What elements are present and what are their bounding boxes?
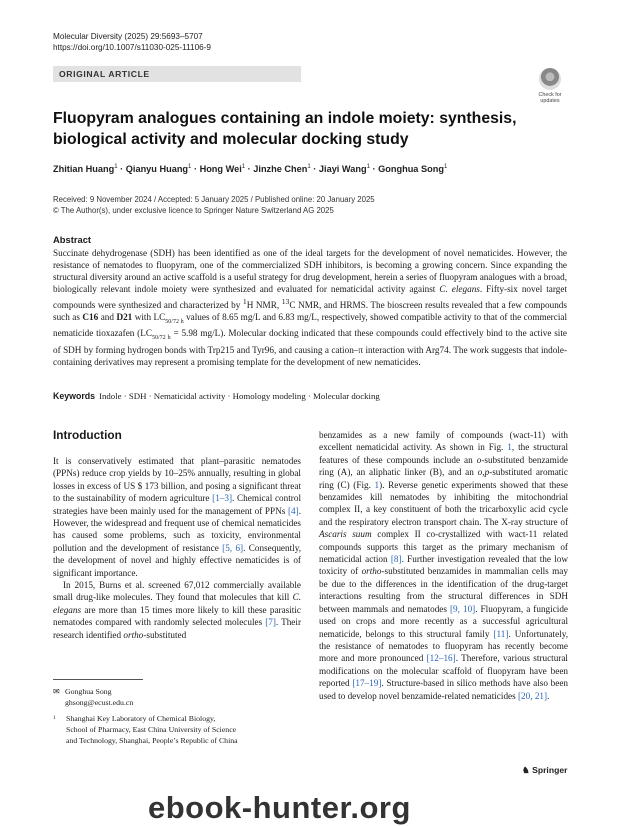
corresponding-author bbox=[53, 686, 133, 708]
keywords bbox=[53, 391, 380, 401]
citation-link[interactable]: [11] bbox=[493, 628, 509, 639]
citation-link[interactable]: [1–3] bbox=[212, 493, 233, 504]
author: Jinzhe Chen bbox=[253, 164, 308, 175]
journal-header bbox=[53, 31, 211, 53]
figure-link[interactable]: 1 bbox=[507, 442, 512, 453]
article-title: Fluopyram analogues containing an indole moiety: synthesis, biological activity and molecular docking study bbox=[53, 110, 517, 148]
affiliation: 1 Shanghai Key Laboratory of Chemical Biology, School of Pharmacy, East China University of Science and Technology, Shanghai, People’s Republic of China bbox=[53, 714, 238, 745]
author-list: Zhitian Huang$^1$ · Qianyu Huang$^1$ · Hong Wei$^1$ · Jinzhe Chen$^1$ · Jiayi Wang$^1$ · Gonghua Song$^1$ bbox=[53, 164, 448, 175]
citation-link[interactable]: [9, 10] bbox=[450, 603, 476, 614]
author: Gonghua Song bbox=[378, 164, 444, 175]
citation-link[interactable]: [12–16] bbox=[426, 653, 456, 664]
author: Qianyu Huang bbox=[125, 164, 189, 175]
author: Hong Wei bbox=[199, 164, 242, 175]
author: Zhitian Huang bbox=[53, 164, 115, 175]
check-updates-label: Check for updates bbox=[538, 92, 562, 104]
left-column bbox=[53, 455, 301, 641]
publisher-logo: ♞ Springer bbox=[522, 765, 568, 775]
watermark: ebook-hunter.org bbox=[148, 790, 411, 825]
citation-link[interactable]: [8] bbox=[390, 554, 402, 565]
paragraph: benzamides as a new family of compounds (wact-11) with excellent nematicidal activity. As shown in Fig. 1, the structural features of these compounds include an o-substituted benzamide ring (A), an aliphatic linker (B), and an o,p-substituted aromatic ring (C) (Fig. 1). Reverse genetic experiments showed that these benzamides kill nematodes by inhibiting the mitochondrial complex II, a key constituent of both the tricarboxylic acid cycle and the respiratory electron transport chain. The X-ray structure of Ascaris suum complex II co-crystallized with wact-11 related compounds supports this target as the primary mechanism of nematicidal action [8]. Further investigation revealed that the low toxicity of ortho-substituted benzamides in mammalian cells may be due to the differences in the identification of the drug-target interactions resulting from the structural differences in SDH between mammals and nematodes [9, 10]. Fluopyram, a fungicide used on crops and more recently as a successful agricultural nematicide, belongs to this structural family [11]. Unfortunately, the resistance of nematodes to fluopyram has recently become more and more pronounced [12–16]. Therefore, various structural modifications on the molecular scaffold of fluopyram have been reported [17–19]. Structure-based in silico methods have also been used to develop novel benzamide-related nematicides [20, 21]. bbox=[319, 430, 569, 701]
citation-link[interactable]: [4] bbox=[287, 505, 299, 516]
doi-link[interactable]: https://doi.org/10.1007/s11030-025-11106-9 bbox=[53, 43, 211, 52]
keywords-text: Indole · SDH · Nematicidal activity · Homology modeling · Molecular docking bbox=[99, 391, 380, 401]
author: Jiayi Wang bbox=[318, 164, 367, 175]
footnote-divider bbox=[53, 679, 143, 680]
abstract-heading: Abstract bbox=[53, 234, 92, 245]
paragraph: In 2015, Burns et al. screened 67,012 commercially available small drug-like molecules. They found that molecules that kill C. elegans are more than 15 times more likely to kill these parasitic nematodes compared with randomly selected molecules [7]. Their research identified ortho-substituted bbox=[53, 580, 301, 640]
springer-horse-icon: ♞ bbox=[522, 765, 530, 775]
abstract-text: Succinate dehydrogenase (SDH) has been identified as one of the ideal targets for the development of novel nematicides. However, the resistance of nematodes to fluopyram, one of the commercialized SDH inhibitors, is becoming a growing concern. Since expanding the structural diversity around an active scaffold is a useful strategy for drug development, herein a series of fluopyram analogues with a broad, biologically relevant indole moiety were synthesized and evaluated for nematicidal activity against C. elegans. Fifty-six novel target compounds were synthesized and characterized by $^1$H NMR, $^{13}$C NMR, and HRMS. The bioscreen results revealed that a few compounds such as C16 and D21 with $LC_{50/72 h}$ values of 8.65 mg/L and 6.83 mg/L, respectively, showed compatible activity to that of the commercial nematicide tioxazafen ($LC_{50/72 h} = 5.98$ mg/L). Molecular docking indicated that these compounds could effectively bind to the active site of SDH by forming hydrogen bonds with Trp215 and Tyr96, and causing a cation–π interaction with Arg74. The work suggests that indole-containing derivatives may represent a promising template for the development of new nematicides. bbox=[53, 248, 568, 367]
right-column bbox=[319, 429, 568, 702]
check-for-updates-badge[interactable] bbox=[533, 68, 567, 102]
citation-link[interactable]: [17–19] bbox=[352, 678, 382, 689]
envelope-icon: ✉ bbox=[53, 687, 60, 696]
journal-citation: Molecular Diversity (2025) 29:5693–5707 bbox=[53, 32, 203, 41]
corresponding-author-name: Gonghua Song bbox=[65, 687, 112, 696]
check-updates-icon bbox=[539, 68, 561, 90]
citation-link[interactable]: [5, 6] bbox=[222, 542, 244, 553]
citation-link[interactable]: [20, 21] bbox=[518, 690, 548, 701]
keywords-label: Keywords bbox=[53, 391, 96, 401]
citation-link[interactable]: [7] bbox=[265, 617, 276, 628]
corresponding-email[interactable]: ghsong@ecust.edu.cn bbox=[65, 698, 134, 707]
figure-link[interactable]: 1 bbox=[374, 479, 380, 490]
article-type-banner: ORIGINAL ARTICLE bbox=[53, 66, 301, 82]
paragraph: It is conservatively estimated that plant–parasitic nematodes (PPNs) reduce crop yields by 10–25% annually, resulting in global losses in excess of US $ 173 billion, and posing a significant threat to the sustainability of modern agriculture [1–3]. Chemical control strategies have been mainly used for the management of PPNs [4]. However, the widespread and frequent use of chemical nematicides has caused some problems, such as toxicity, environmental pollution and the development of resistance [5, 6]. Consequently, the development of novel and highly effective nematicides is of significant importance. bbox=[53, 456, 302, 578]
introduction-heading: Introduction bbox=[53, 428, 122, 442]
publication-dates: Received: 9 November 2024 / Accepted: 5 January 2025 / Published online: 20 January 2025 © The Author(s), under exclusive licence to Springer Nature Switzerland AG 2025 bbox=[53, 195, 375, 215]
